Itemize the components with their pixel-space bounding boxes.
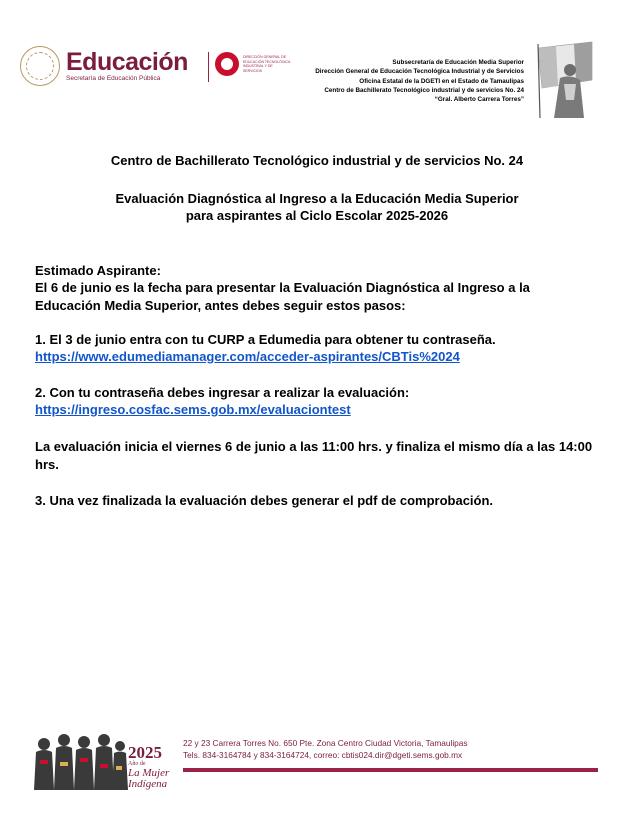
schedule-paragraph: La evaluación inicia el viernes 6 de junio a las 11:00 hrs. y finaliza el mismo día a las 14:00 hrs.: [35, 439, 593, 472]
header-line: Dirección General de Educación Tecnológica Industrial y de Servicios: [315, 68, 524, 76]
step-3: 3. Una vez finalizada la evaluación debes generar el pdf de comprobación.: [35, 493, 494, 508]
header-line: “Gral. Alberto Carrera Torres”: [434, 96, 524, 104]
header-institution-block: [315, 58, 524, 104]
year-line-2: La Mujer: [128, 767, 170, 779]
letterhead: [0, 0, 634, 130]
dgeti-logo: [215, 52, 291, 76]
year-sub: Año de: [128, 761, 146, 767]
flag-figure-icon: [530, 40, 598, 118]
dgeti-logo-text: DIRECCIÓN GENERAL DE EDUCACIÓN TECNOLÓGICA INDUSTRIAL Y DE SERVICIOS: [243, 55, 291, 73]
step-2-link-wrapper: [35, 401, 595, 419]
indigenous-women-illustration-icon: [30, 730, 128, 790]
step-1-link-wrapper: [35, 348, 595, 366]
intro-paragraph: El 6 de junio es la fecha para presentar la Evaluación Diagnóstica al Ingreso a la Educación Media Superior, antes debes seguir estos pasos:: [35, 280, 530, 313]
footer-phones-email: Tels. 834-3164784 y 834-3164724, correo: cbtis024.dir@dgeti.sems.gob.mx: [183, 750, 463, 760]
dgeti-gear-icon: [215, 52, 239, 76]
step-2: 2. Con tu contraseña debes ingresar a realizar la evaluación:: [35, 385, 410, 400]
year-line-3: Indígena: [128, 778, 168, 790]
header-line: Centro de Bachillerato Tecnológico industrial y de servicios No. 24: [324, 86, 524, 94]
year-number: 2025: [128, 743, 162, 762]
institution-heading: Centro de Bachillerato Tecnológico industrial y de servicios No. 24: [110, 153, 524, 168]
footer-contact: [183, 737, 468, 761]
logo-title: Educación: [66, 48, 188, 76]
document-title-line-2: para aspirantes al Ciclo Escolar 2025-2026: [185, 208, 449, 223]
evaluation-link[interactable]: https://ingreso.cosfac.sems.gob.mx/evaluaciontest: [35, 402, 351, 417]
educacion-logo: [20, 46, 188, 86]
footer-rule: [183, 768, 598, 772]
header-line: Subsecretaría de Educación Media Superior: [392, 59, 524, 66]
footer-address: 22 y 23 Carrera Torres No. 650 Pte. Zona Centro Ciudad Victoria, Tamaulipas: [183, 738, 468, 748]
logo-subtitle: Secretaría de Educación Pública: [66, 75, 161, 82]
greeting: Estimado Aspirante:: [35, 263, 161, 278]
edumedia-link[interactable]: https://www.edumediamanager.com/acceder-aspirantes/CBTis%2024: [35, 349, 460, 364]
year-logo: [128, 744, 178, 790]
logo-divider: [208, 52, 209, 82]
document-title-line-1: Evaluación Diagnóstica al Ingreso a la Educación Media Superior: [115, 191, 519, 206]
step-1: 1. El 3 de junio entra con tu CURP a Edumedia para obtener tu contraseña.: [35, 332, 496, 347]
national-seal-icon: [20, 46, 60, 86]
header-line: Oficina Estatal de la DGETI en el Estado de Tamaulipas: [359, 77, 524, 85]
